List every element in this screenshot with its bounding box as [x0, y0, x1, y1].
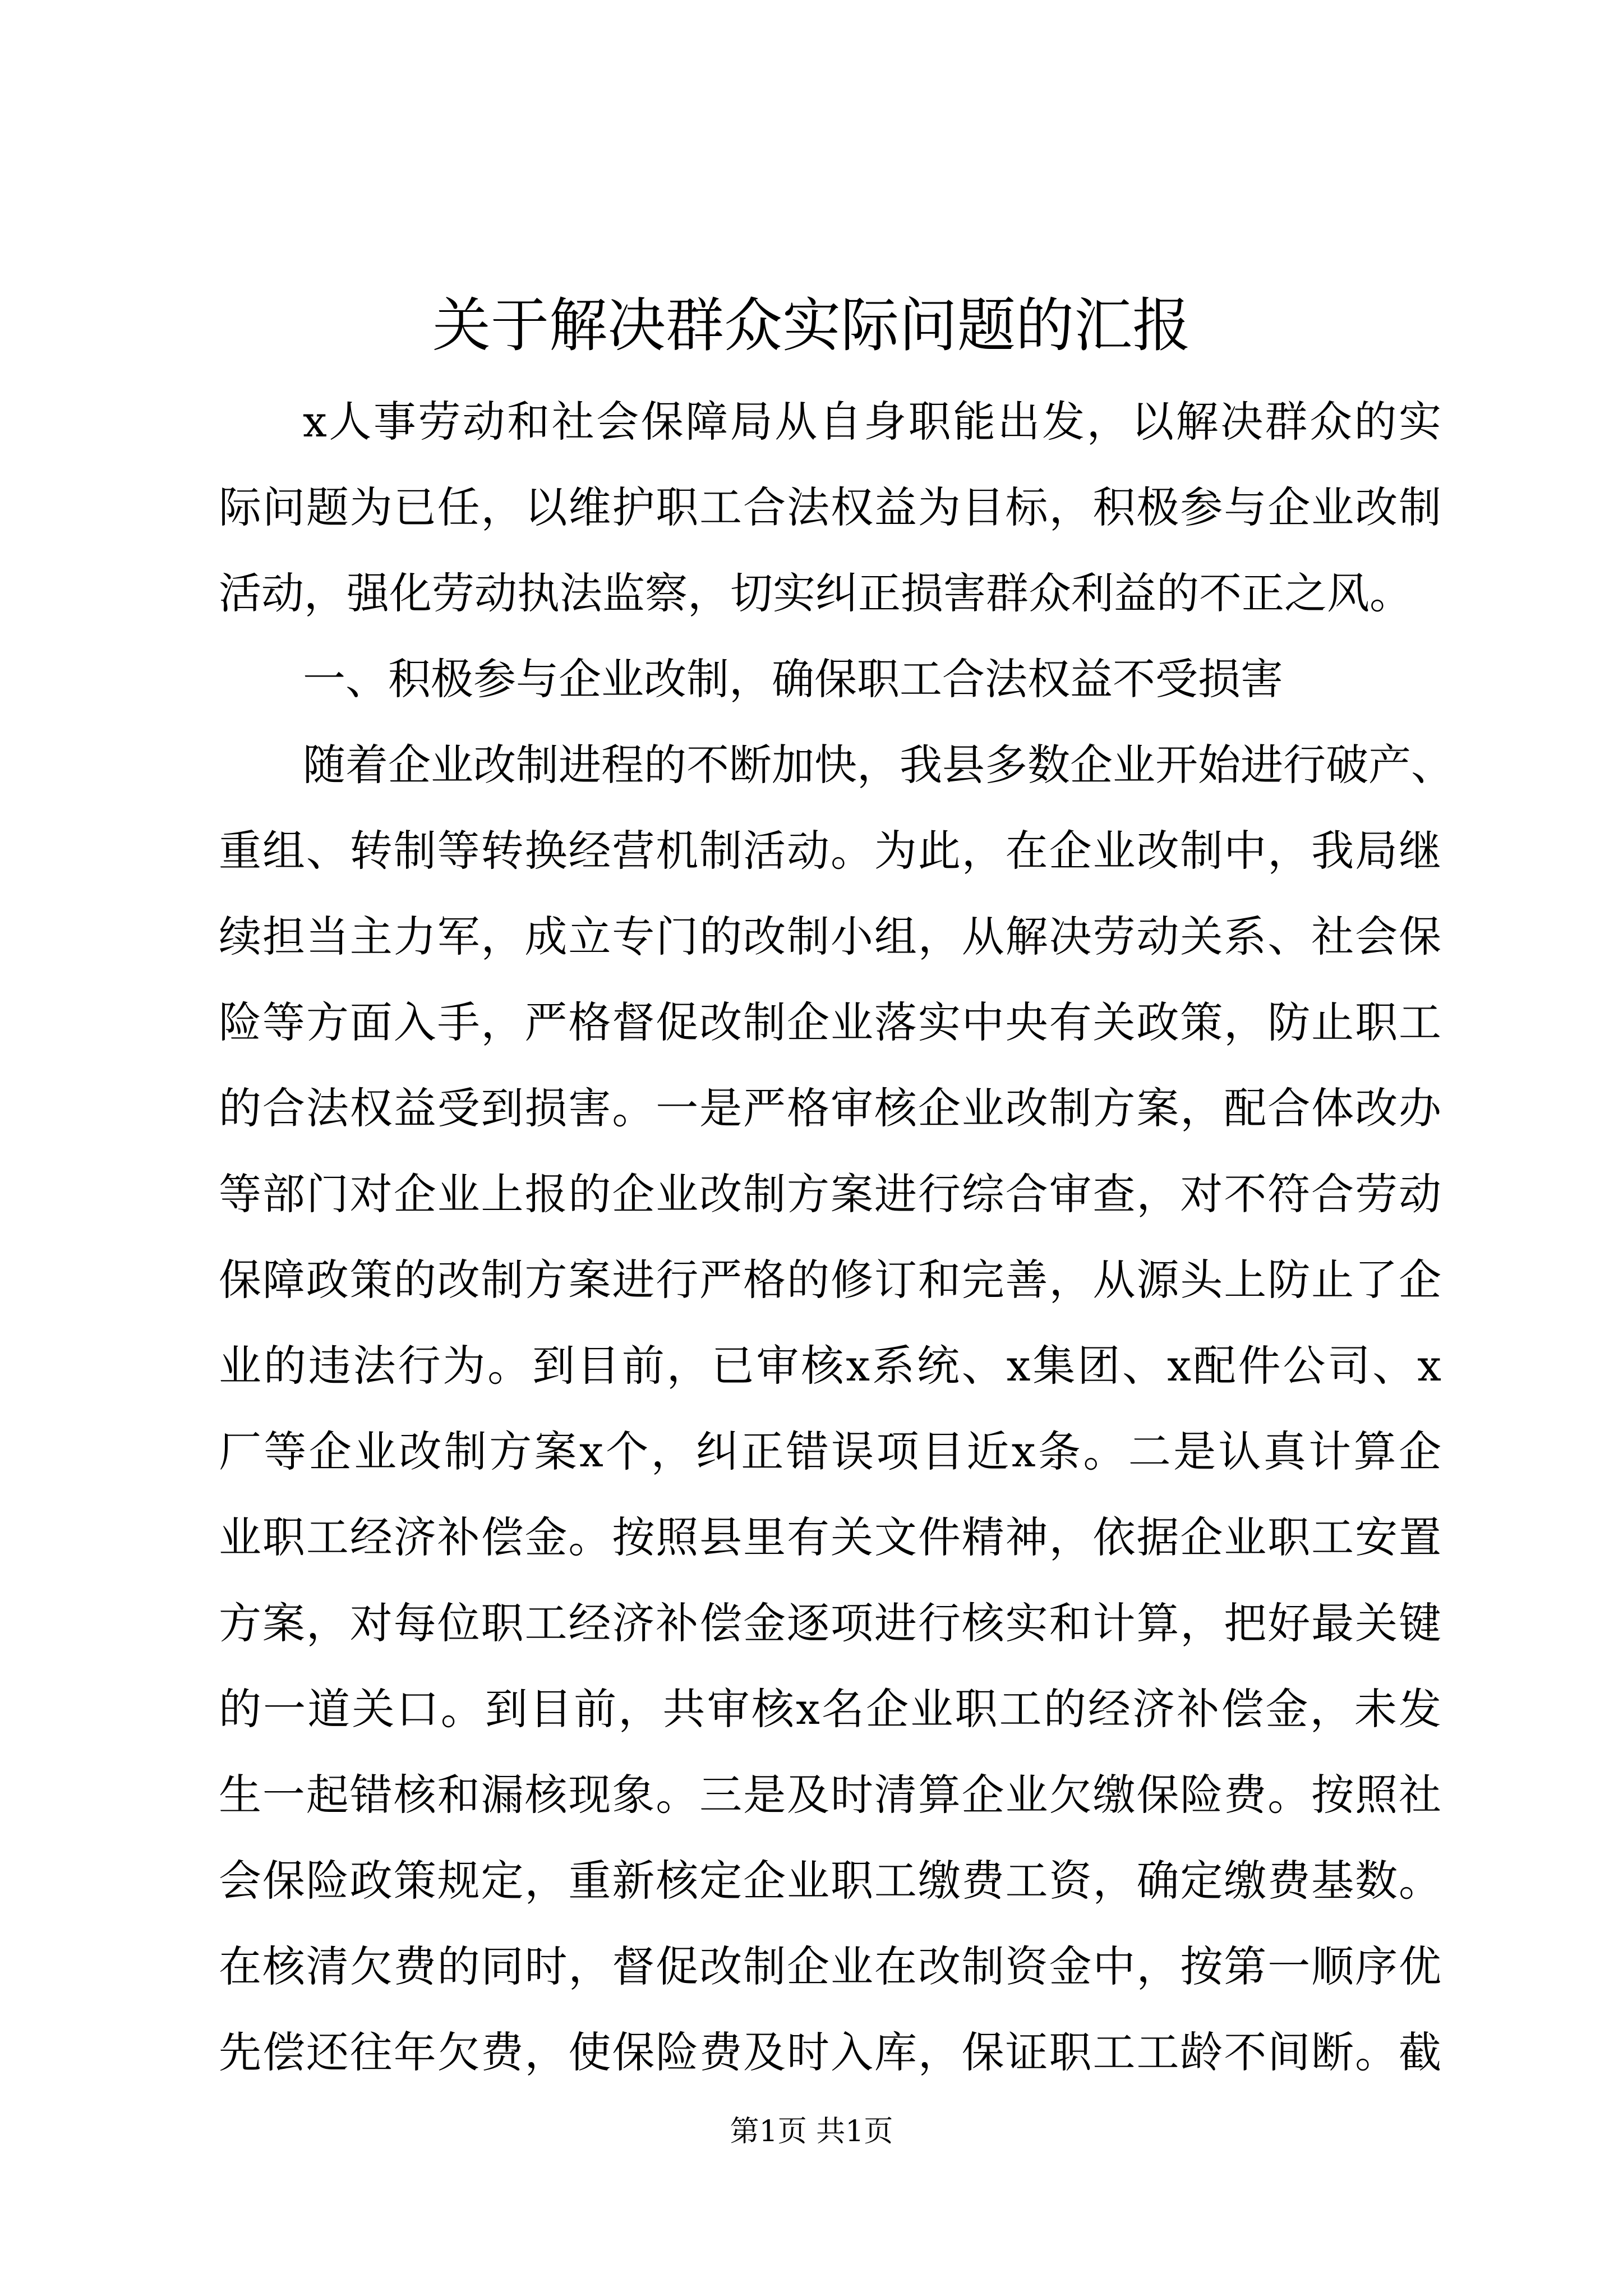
- paragraph-line: 业职工经济补偿金。按照县里有关文件精神，依据企业职工安置: [219, 1512, 1441, 1562]
- paragraph-line: 重组、转制等转换经营机制活动。为此，在企业改制中，我局继: [219, 826, 1441, 876]
- paragraph-line: 等部门对企业上报的企业改制方案进行综合审查，对不符合劳动: [219, 1169, 1441, 1219]
- paragraph-line: 生一起错核和漏核现象。三是及时清算企业欠缴保险费。按照社: [219, 1770, 1441, 1820]
- paragraph-line: 在核清欠费的同时，督促改制企业在改制资金中，按第一顺序优: [219, 1941, 1441, 1991]
- document-title: 关于解决群众实际问题的汇报: [432, 291, 1191, 360]
- paragraph-line: 活动，强化劳动执法监察，切实纠正损害群众利益的不正之风。: [219, 568, 1412, 618]
- page-number-footer: 第1页 共1页: [730, 2115, 893, 2148]
- paragraph-line: 险等方面入手，严格督促改制企业落实中央有关政策，防止职工: [219, 997, 1441, 1047]
- paragraph-line: x人事劳动和社会保障局从自身职能出发，以解决群众的实: [303, 397, 1441, 447]
- paragraph-line: 厂等企业改制方案x个，纠正错误项目近x条。二是认真计算企: [219, 1427, 1441, 1476]
- paragraph-line: 方案，对每位职工经济补偿金逐项进行核实和计算，把好最关键: [219, 1598, 1441, 1648]
- paragraph-line: 续担当主力军，成立专门的改制小组，从解决劳动关系、社会保: [219, 912, 1441, 961]
- paragraph-line: 保障政策的改制方案进行严格的修订和完善，从源头上防止了企: [219, 1255, 1441, 1305]
- paragraph-line: 会保险政策规定，重新核定企业职工缴费工资，确定缴费基数。: [219, 1856, 1441, 1906]
- document-body: [219, 379, 1454, 2095]
- paragraph-line: 际问题为已任，以维护职工合法权益为目标，积极参与企业改制: [219, 482, 1441, 532]
- section-heading: 一、积极参与企业改制，确保职工合法权益不受损害: [303, 654, 1283, 704]
- paragraph-line: 的一道关口。到目前，共审核x名企业职工的经济补偿金，未发: [219, 1684, 1441, 1734]
- paragraph-line: 先偿还往年欠费，使保险费及时入库，保证职工工龄不间断。截: [219, 2027, 1441, 2077]
- paragraph-line: 随着企业改制进程的不断加快，我县多数企业开始进行破产、: [303, 740, 1454, 790]
- paragraph-line: 业的违法行为。到目前，已审核x系统、x集团、x配件公司、x: [219, 1341, 1441, 1391]
- paragraph-line: 的合法权益受到损害。一是严格审核企业改制方案，配合体改办: [219, 1083, 1441, 1133]
